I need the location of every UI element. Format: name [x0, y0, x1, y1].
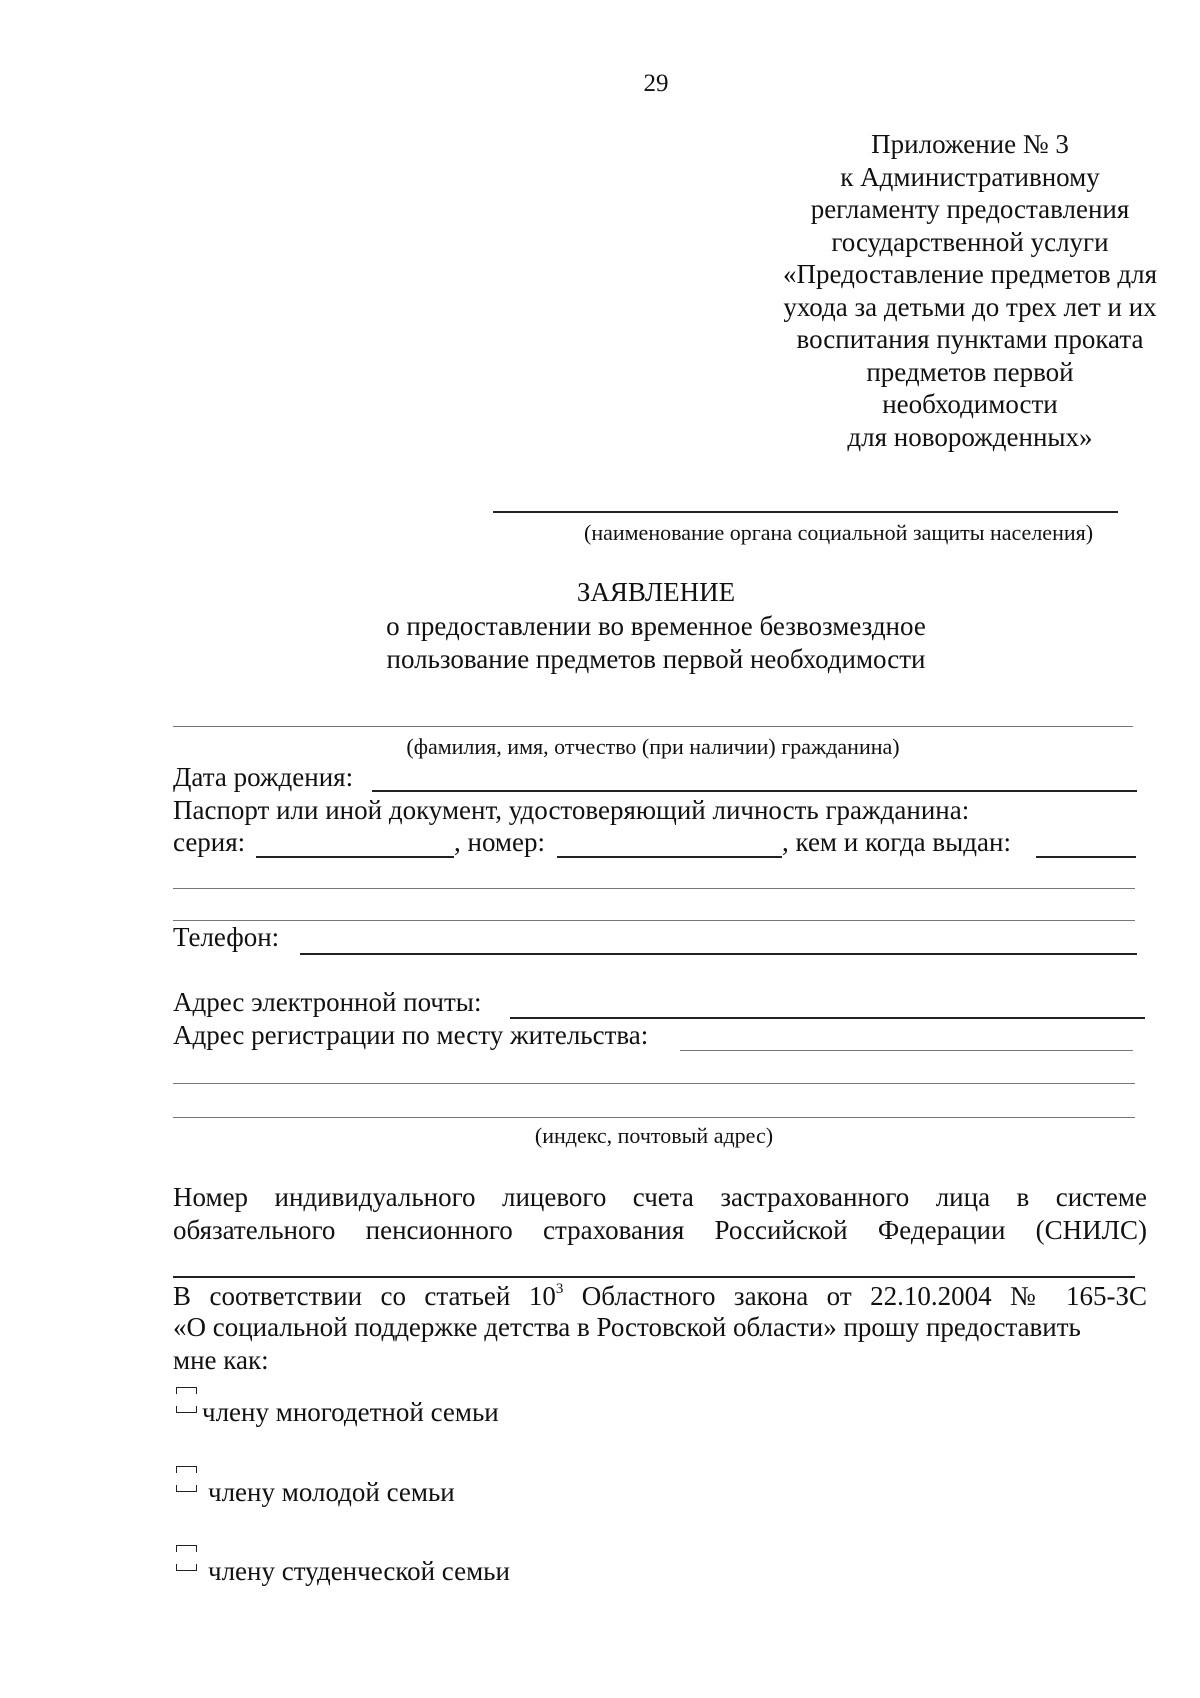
- address-extra-line[interactable]: [173, 1083, 1135, 1084]
- email-field[interactable]: [510, 1017, 1145, 1019]
- appendix-line: к Административному: [840, 161, 1100, 192]
- issued-extra-line[interactable]: [173, 888, 1135, 889]
- appendix-line: «Предоставление предметов для: [782, 259, 1158, 289]
- option-label-student-family: члену студенческой семьи: [208, 1556, 510, 1586]
- law-text-part2: Областного закона от 22.10.2004 № 165-ЗС: [563, 1281, 1147, 1311]
- document-subtitle-line2: пользование предметов первой необходимости: [386, 644, 926, 674]
- number-field[interactable]: [557, 856, 782, 858]
- address-caption: (индекс, почтовый адрес): [534, 1123, 774, 1148]
- address-extra-line-2[interactable]: [173, 1117, 1135, 1118]
- appendix-header: [730, 128, 1200, 453]
- name-caption: (фамилия, имя, отчество (при наличии) гражданина): [406, 734, 900, 759]
- birth-date-field[interactable]: [372, 790, 1137, 792]
- name-fill-line[interactable]: [173, 726, 1133, 727]
- phone-field[interactable]: [300, 953, 1137, 955]
- number-label: , номер:: [454, 827, 546, 857]
- appendix-line: для новорожденных»: [847, 421, 1093, 452]
- passport-label: Паспорт или иной документ, удостоверяющий личность гражданина:: [173, 795, 970, 825]
- checkbox-large-family[interactable]: [176, 1387, 197, 1413]
- option-label-young-family: члену молодой семьи: [208, 1477, 455, 1507]
- issued-extra-line-2[interactable]: [173, 920, 1135, 921]
- snils-text: Номер индивидуального лицевого счета застрахованного лица в системе обязательного пенсионного страхования Российской Федерации (СНИЛС): [173, 1182, 1147, 1245]
- appendix-line: ухода за детьми до трех лет и их: [783, 291, 1157, 322]
- birth-date-label: Дата рождения:: [173, 762, 354, 792]
- address-field[interactable]: [680, 1050, 1133, 1051]
- appendix-line: Приложение № 3: [871, 129, 1069, 159]
- address-label: Адрес регистрации по месту жительства:: [173, 1020, 649, 1050]
- law-text-line2: «О социальной поддержке детства в Ростовской области» прошу предоставить: [173, 1312, 1081, 1342]
- series-label: серия:: [173, 827, 246, 857]
- option-label-large-family: члену многодетной семьи: [202, 1397, 499, 1427]
- series-field[interactable]: [256, 856, 454, 858]
- appendix-line: необходимости: [882, 389, 1058, 419]
- document-subtitle-line1: о предоставлении во временное безвозмездное: [386, 611, 926, 641]
- law-text-line1: [173, 1280, 1147, 1313]
- law-text-part1: В соответствии со статьей 10: [173, 1281, 556, 1311]
- appendix-line: государственной услуги: [831, 226, 1109, 257]
- document-title: ЗАЯВЛЕНИЕ: [576, 577, 736, 607]
- appendix-line: регламенту предоставления: [810, 194, 1130, 224]
- checkbox-young-family[interactable]: [176, 1466, 197, 1492]
- law-text-line3: мне как:: [173, 1345, 269, 1375]
- email-label: Адрес электронной почты:: [173, 987, 482, 1017]
- issued-label: , кем и когда выдан:: [782, 827, 1011, 857]
- snils-field[interactable]: [173, 1276, 1135, 1278]
- page-number: 29: [643, 70, 669, 97]
- authority-caption: (наименование органа социальной защиты населения): [584, 520, 1094, 545]
- checkbox-student-family[interactable]: [176, 1545, 197, 1571]
- appendix-line: воспитания пунктами проката: [796, 324, 1144, 354]
- law-superscript: 3: [555, 1281, 564, 1297]
- appendix-line: предметов первой: [866, 356, 1074, 387]
- issued-field[interactable]: [1036, 856, 1136, 858]
- authority-fill-line[interactable]: [493, 511, 1118, 513]
- phone-label: Телефон:: [173, 922, 280, 952]
